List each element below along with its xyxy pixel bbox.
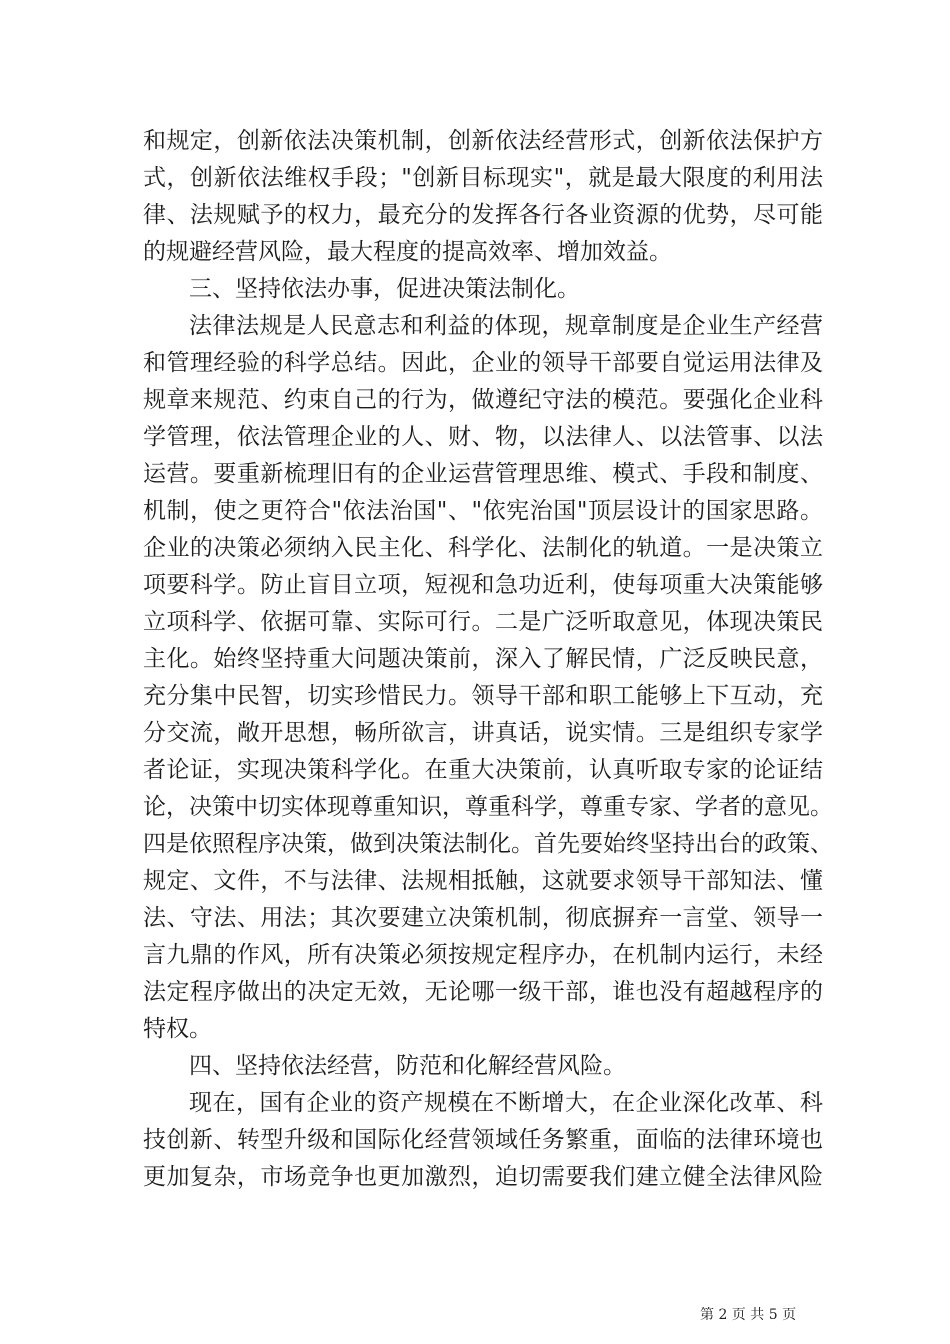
text-line: 论，决策中切实体现尊重知识，尊重科学，尊重专家、学者的意见。 (143, 794, 833, 820)
text-line: 规章来规范、约束自己的行为，做遵纪守法的模范。要强化企业科 (143, 387, 823, 413)
text-line: 式，创新依法维权手段；"创新目标现实"，就是最大限度的利用法 (143, 165, 823, 191)
text-line: 者论证，实现决策科学化。在重大决策前，认真听取专家的论证结 (143, 757, 823, 783)
text-line: 和管理经验的科学总结。因此，企业的领导干部要自觉运用法律及 (143, 350, 823, 376)
text-line: 运营。要重新梳理旧有的企业运营管理思维、模式、手段和制度、 (143, 461, 823, 487)
text-line: 规定、文件，不与法律、法规相抵触，这就要求领导干部知法、懂 (143, 868, 823, 894)
text-line: 律、法规赋予的权力，最充分的发挥各行各业资源的优势，尽可能 (143, 202, 823, 228)
text-line: 主化。始终坚持重大问题决策前，深入了解民情，广泛反映民意， (143, 646, 823, 672)
text-line: 的规避经营风险，最大程度的提高效率、增加效益。 (143, 239, 672, 265)
text-line: 现在，国有企业的资产规模在不断增大，在企业深化改革、科 (189, 1090, 823, 1116)
document-body (143, 123, 833, 1196)
text-line: 法、守法、用法；其次要建立决策机制，彻底摒弃一言堂、领导一 (143, 905, 823, 931)
text-line: 法定程序做出的决定无效，无论哪一级干部，谁也没有超越程序的 (143, 979, 823, 1005)
text-line: 更加复杂，市场竞争也更加激烈，迫切需要我们建立健全法律风险 (143, 1164, 823, 1190)
text-line: 四是依照程序决策，做到决策法制化。首先要始终坚持出台的政策、 (143, 831, 833, 857)
text-line: 立项科学、依据可靠、实际可行。二是广泛听取意见，体现决策民 (143, 609, 823, 635)
text-line: 企业的决策必须纳入民主化、科学化、法制化的轨道。一是决策立 (143, 535, 823, 561)
text-line: 机制，使之更符合"依法治国"、"依宪治国"顶层设计的国家思路。 (143, 498, 823, 524)
text-line: 四、坚持依法经营，防范和化解经营风险。 (189, 1053, 626, 1079)
text-line: 学管理，依法管理企业的人、财、物，以法律人、以法管事、以法 (143, 424, 823, 450)
page-number: 第 2 页 共 5 页 (700, 1307, 797, 1323)
text-line: 特权。 (143, 1016, 212, 1042)
text-line: 技创新、转型升级和国际化经营领域任务繁重，面临的法律环境也 (143, 1127, 823, 1153)
text-line: 充分集中民智，切实珍惜民力。领导干部和职工能够上下互动，充 (143, 683, 823, 709)
text-line: 和规定，创新依法决策机制，创新依法经营形式，创新依法保护方 (143, 128, 823, 154)
text-line: 言九鼎的作风，所有决策必须按规定程序办，在机制内运行，未经 (143, 942, 823, 968)
text-line: 三、坚持依法办事，促进决策法制化。 (189, 276, 580, 302)
text-line: 法律法规是人民意志和利益的体现，规章制度是企业生产经营 (189, 313, 823, 339)
text-line: 分交流，敞开思想，畅所欲言，讲真话，说实情。三是组织专家学 (143, 720, 823, 746)
text-line: 项要科学。防止盲目立项，短视和急功近利，使每项重大决策能够 (143, 572, 823, 598)
